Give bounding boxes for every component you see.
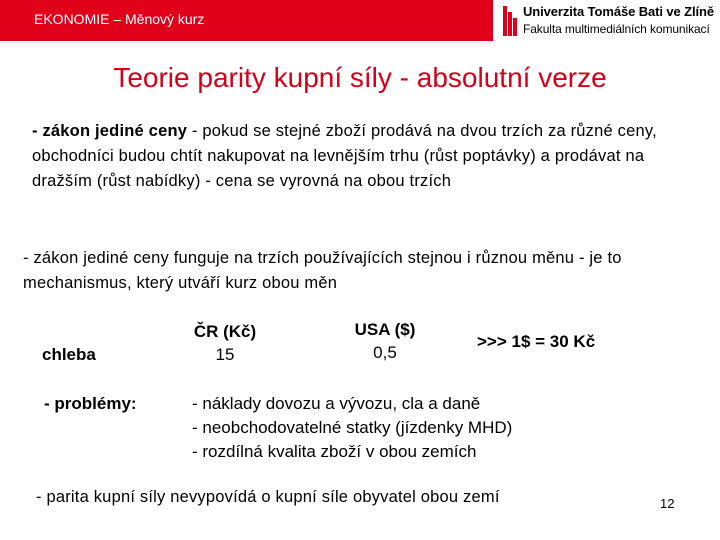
problem-item: - náklady dovozu a vývozu, cla a daně bbox=[192, 394, 481, 413]
page-number: 12 bbox=[660, 496, 675, 511]
university-logo bbox=[500, 0, 720, 41]
conclusion-text: - parita kupní síly nevypovídá o kupní síle obyvatel obou zemí bbox=[36, 488, 500, 506]
problem-item: - neobchodovatelné statky (jízdenky MHD) bbox=[192, 418, 513, 437]
course-title: EKONOMIE – Měnový kurz bbox=[34, 11, 205, 27]
problems-list bbox=[192, 392, 512, 464]
problem-item: - rozdílná kvalita zboží v obou zemích bbox=[192, 442, 477, 461]
usa-price-value: 0,5 bbox=[373, 343, 397, 362]
header-bar bbox=[0, 0, 493, 41]
currency-mechanism-paragraph: - zákon jediné ceny funguje na trzích používajících stejnou i různou měnu - je to mechanismus, který utváří kurz obou měn bbox=[23, 249, 622, 292]
law-of-one-price-paragraph bbox=[32, 119, 702, 194]
university-name: Univerzita Tomáše Bati ve Zlíně bbox=[523, 4, 714, 19]
law-of-one-price-term: - zákon jediné ceny bbox=[32, 122, 188, 140]
law-of-one-price-text: - pokud se stejné zboží prodává na dvou trzích za různé ceny, obchodníci budou chtít nakupovat na levnějším trhu (růst poptávky) a prodávat na dražším (růst nabídky) - cena se vyrovná na obou trzích bbox=[32, 122, 657, 190]
usa-price-header: USA ($) bbox=[354, 320, 416, 339]
problems-label: - problémy: bbox=[44, 394, 137, 413]
usa-price-column bbox=[340, 318, 430, 364]
cz-price-column bbox=[180, 320, 270, 366]
cz-price-header: ČR (Kč) bbox=[193, 322, 257, 341]
utb-logo-icon bbox=[503, 6, 517, 36]
slide-title: Teorie parity kupní síly - absolutní verze bbox=[113, 62, 607, 93]
example-item-label: chleba bbox=[42, 345, 96, 364]
faculty-name: Fakulta multimediálních komunikací bbox=[523, 22, 710, 36]
exchange-rate-result: >>> 1$ = 30 Kč bbox=[477, 332, 596, 351]
cz-price-value: 15 bbox=[215, 345, 235, 364]
